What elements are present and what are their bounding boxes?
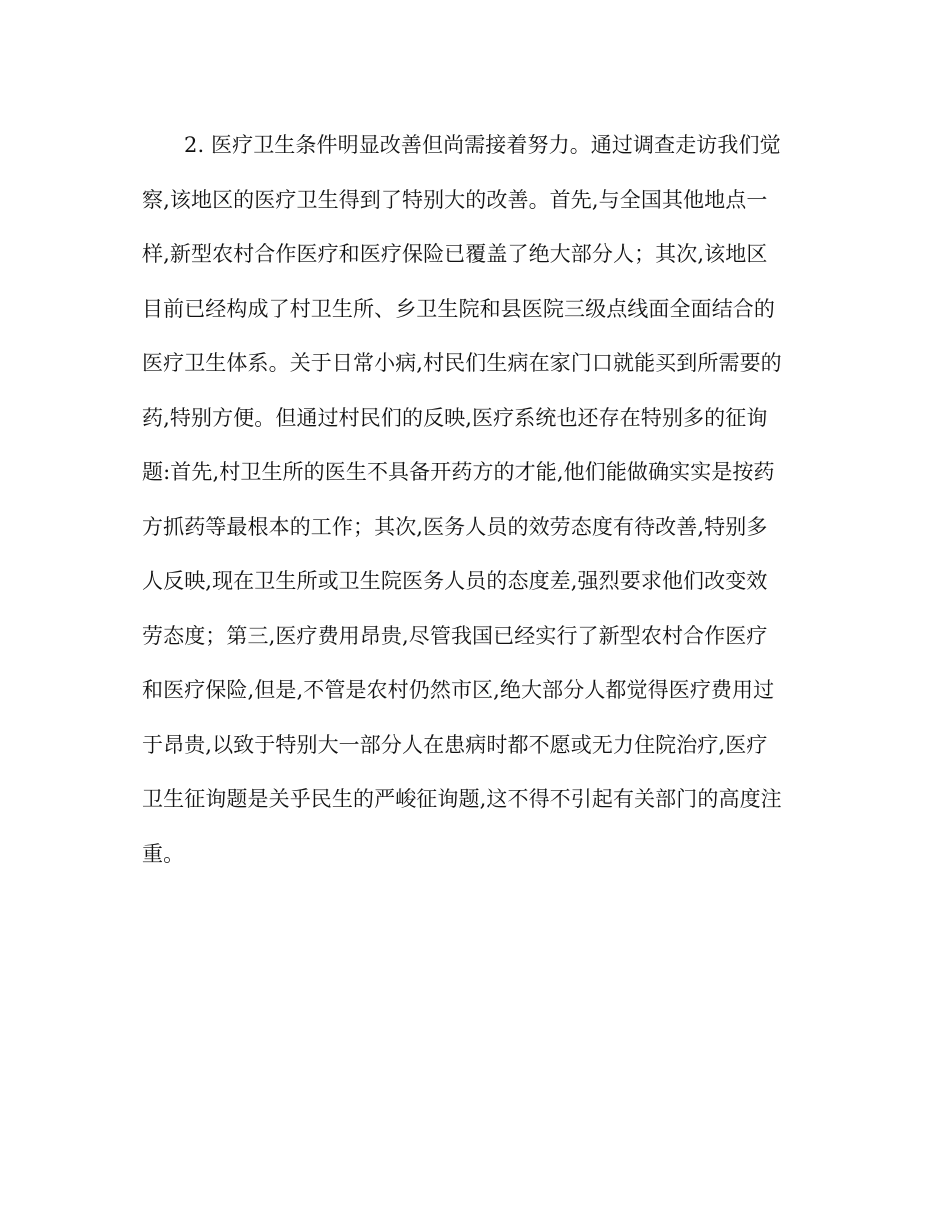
paragraph-line: 2. 医疗卫生条件明显改善但尚需接着努力。通过调查走访我们觉 <box>184 133 781 157</box>
paragraph-line: 察,该地区的医疗卫生得到了特别大的改善。首先,与全国其他地点一 <box>142 187 768 212</box>
paragraph-line: 劳态度；第三,医疗费用昂贵,尽管我国已经实行了新型农村合作医疗 <box>142 623 768 648</box>
paragraph-line: 和医疗保险,但是,不管是农村仍然市区,绝大部分人都觉得医疗费用过 <box>142 678 775 702</box>
paragraph-line: 药,特别方便。但通过村民们的反映,医疗系统也还存在特别多的征询 <box>142 405 768 430</box>
paragraph-line: 重。 <box>142 841 185 866</box>
paragraph-line: 题:首先,村卫生所的医生不具备开药方的才能,他们能做确实实是按药 <box>142 460 775 484</box>
paragraph-line: 样,新型农村合作医疗和医疗保险已覆盖了绝大部分人；其次,该地区 <box>142 242 768 266</box>
paragraph-line: 医疗卫生体系。关于日常小病,村民们生病在家门口就能买到所需要的 <box>142 351 782 375</box>
body-paragraph <box>142 124 822 887</box>
paragraph-line: 于昂贵,以致于特别大一部分人在患病时都不愿或无力住院治疗,医疗 <box>142 732 768 757</box>
paragraph-line: 目前已经构成了村卫生所、乡卫生院和县医院三级点线面全面结合的 <box>142 296 775 321</box>
paragraph-line: 方抓药等最根本的工作；其次,医务人员的效劳态度有待改善,特别多 <box>142 514 768 539</box>
paragraph-line: 卫生征询题是关乎民生的严峻征询题,这不得不引起有关部门的高度注 <box>142 787 782 811</box>
paragraph-line: 人反映,现在卫生所或卫生院医务人员的态度差,强烈要求他们改变效 <box>142 569 768 593</box>
